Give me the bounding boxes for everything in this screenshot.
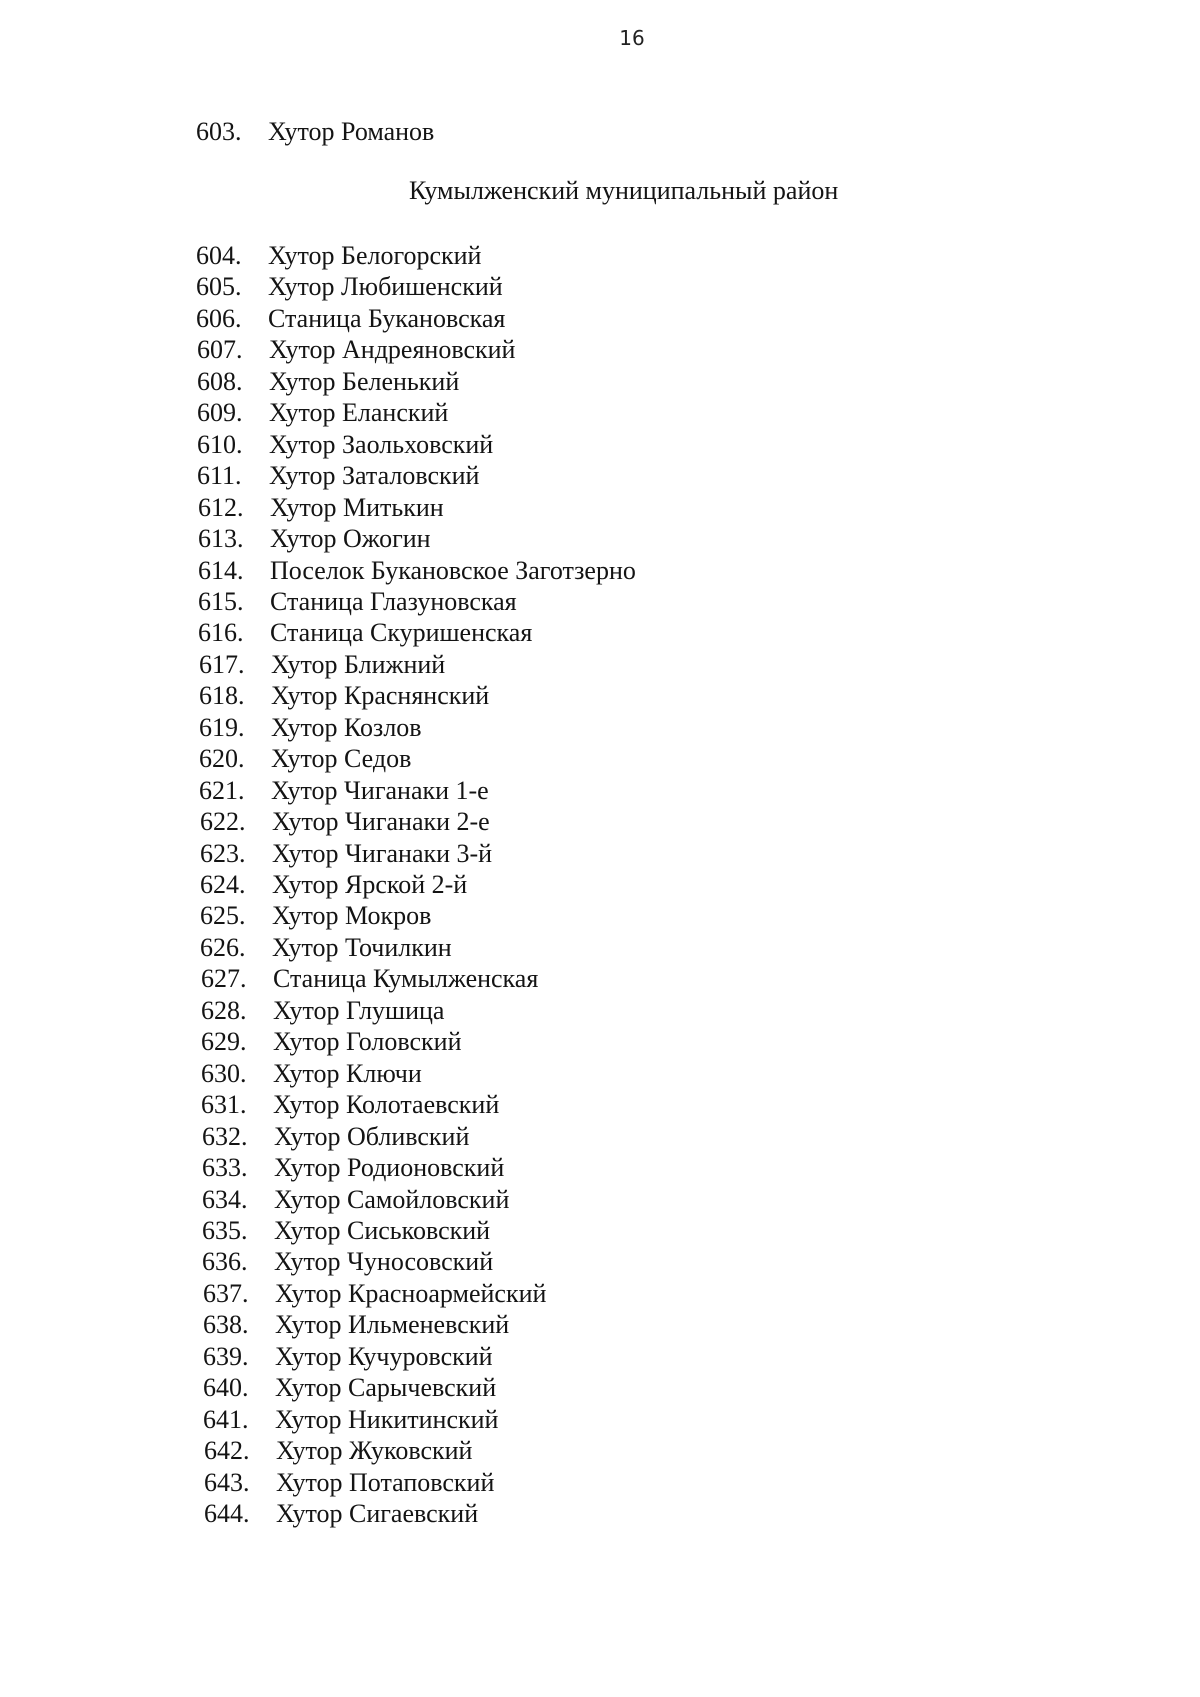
settlement-name: Поселок Букановское Заготзерно [270, 556, 636, 585]
settlement-name: Хутор Сарычевский [275, 1373, 497, 1402]
settlement-name: Хутор Козлов [271, 713, 422, 742]
item-number: 635. [202, 1216, 248, 1245]
settlement-name: Хутор Ключи [273, 1059, 422, 1088]
item-number: 642. [204, 1436, 250, 1465]
settlement-name: Хутор Ярской 2-й [272, 870, 468, 899]
item-number: 632. [202, 1122, 248, 1151]
item-number: 604. [196, 241, 242, 270]
item-number: 636. [202, 1247, 248, 1276]
item-number: 637. [203, 1279, 249, 1308]
item-number: 622. [200, 807, 246, 836]
item-number: 634. [202, 1185, 248, 1214]
settlement-name: Хутор Чуносовский [274, 1247, 494, 1276]
item-number: 617. [199, 650, 245, 679]
settlement-name: Хутор Еланский [269, 398, 449, 427]
item-number: 609. [197, 398, 243, 427]
item-number: 620. [199, 744, 245, 773]
section-heading: Кумылженский муниципальный район [409, 176, 839, 205]
item-number: 629. [201, 1027, 247, 1056]
settlement-name: Станица Скуришенская [270, 618, 533, 647]
settlement-name: Хутор Потаповский [276, 1468, 495, 1497]
settlement-name: Хутор Ближний [271, 650, 446, 679]
item-number: 641. [203, 1405, 249, 1434]
item-number: 638. [203, 1310, 249, 1339]
item-number: 611. [197, 461, 242, 490]
settlement-name: Хутор Сиськовский [274, 1216, 491, 1245]
settlement-name: Хутор Любишенский [268, 272, 503, 301]
settlement-name: Хутор Андреяновский [269, 335, 516, 364]
item-number: 627. [201, 964, 247, 993]
item-number: 603. [196, 117, 242, 146]
page-number: 16 [619, 26, 645, 50]
item-number: 610. [197, 430, 243, 459]
item-number: 640. [203, 1373, 249, 1402]
item-number: 614. [198, 556, 244, 585]
settlement-name: Хутор Чиганаки 2-е [272, 807, 490, 836]
settlement-name: Хутор Романов [268, 117, 435, 146]
settlement-name: Хутор Родионовский [274, 1153, 505, 1182]
settlement-name: Хутор Ильменевский [275, 1310, 510, 1339]
item-number: 615. [198, 587, 244, 616]
settlement-name: Станица Кумылженская [273, 964, 539, 993]
item-number: 639. [203, 1342, 249, 1371]
item-number: 621. [199, 776, 245, 805]
item-number: 619. [199, 713, 245, 742]
settlement-name: Хутор Краснянский [271, 681, 490, 710]
settlement-name: Хутор Митькин [270, 493, 444, 522]
settlement-name: Хутор Ожогин [270, 524, 431, 553]
item-number: 607. [197, 335, 243, 364]
settlement-name: Хутор Жуковский [276, 1436, 473, 1465]
item-number: 613. [198, 524, 244, 553]
settlement-name: Станица Букановская [268, 304, 506, 333]
settlement-name: Хутор Заталовский [269, 461, 480, 490]
settlement-name: Хутор Красноармейский [275, 1279, 547, 1308]
item-number: 626. [200, 933, 246, 962]
settlement-name: Хутор Точилкин [272, 933, 452, 962]
settlement-name: Хутор Чиганаки 1-е [271, 776, 489, 805]
settlement-name: Хутор Обливский [274, 1122, 470, 1151]
item-number: 618. [199, 681, 245, 710]
item-number: 612. [198, 493, 244, 522]
item-number: 623. [200, 839, 246, 868]
item-number: 616. [198, 618, 244, 647]
settlement-name: Хутор Седов [271, 744, 412, 773]
item-number: 625. [200, 901, 246, 930]
settlement-name: Хутор Мокров [272, 901, 432, 930]
item-number: 631. [201, 1090, 247, 1119]
item-number: 633. [202, 1153, 248, 1182]
item-number: 630. [201, 1059, 247, 1088]
settlement-name: Хутор Сигаевский [276, 1499, 479, 1528]
item-number: 606. [196, 304, 242, 333]
settlement-name: Хутор Кучуровский [275, 1342, 493, 1371]
settlement-name: Хутор Чиганаки 3-й [272, 839, 493, 868]
settlement-name: Хутор Глушица [273, 996, 445, 1025]
item-number: 605. [196, 272, 242, 301]
item-number: 628. [201, 996, 247, 1025]
settlement-name: Хутор Белогорский [268, 241, 482, 270]
item-number: 624. [200, 870, 246, 899]
item-number: 608. [197, 367, 243, 396]
settlement-name: Станица Глазуновская [270, 587, 517, 616]
item-number: 643. [204, 1468, 250, 1497]
settlement-name: Хутор Самойловский [274, 1185, 510, 1214]
settlement-name: Хутор Головский [273, 1027, 462, 1056]
item-number: 644. [204, 1499, 250, 1528]
settlement-name: Хутор Колотаевский [273, 1090, 500, 1119]
settlement-name: Хутор Заольховский [269, 430, 494, 459]
settlement-name: Хутор Никитинский [275, 1405, 499, 1434]
settlement-name: Хутор Беленький [269, 367, 460, 396]
